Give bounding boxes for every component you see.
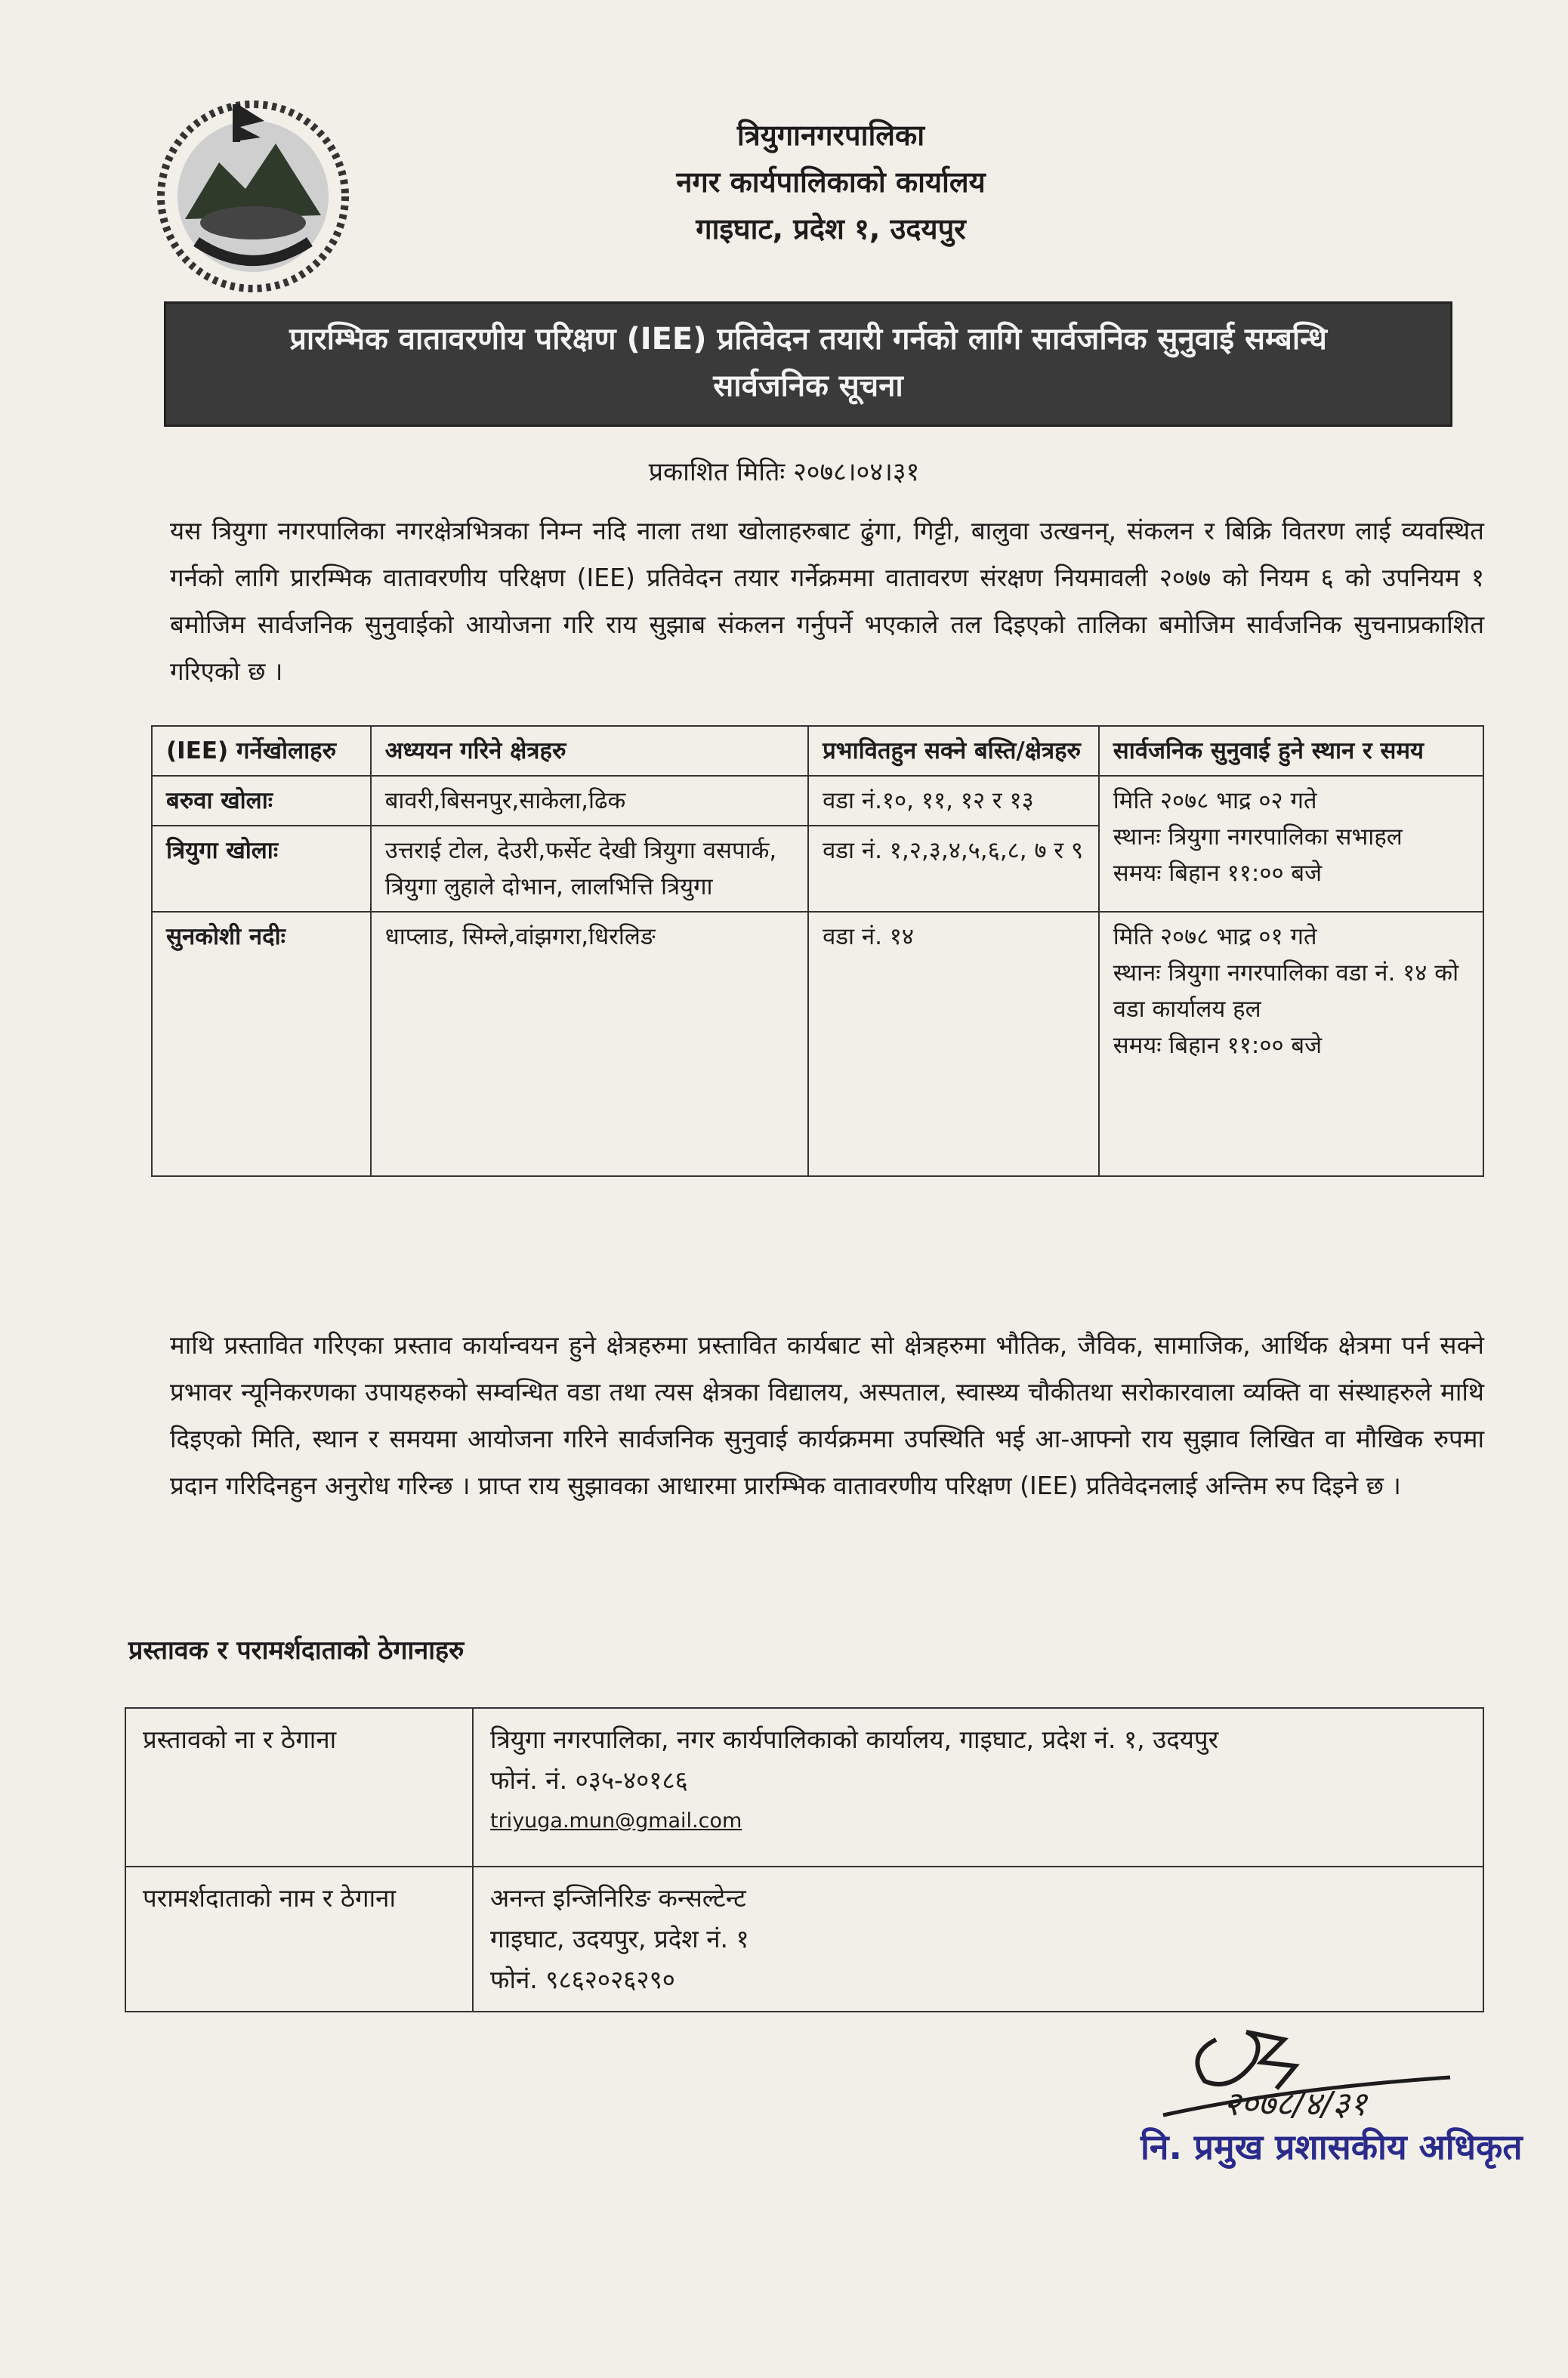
river-name: बरुवा खोलाः [152,776,371,826]
hearing-details-2 [1099,912,1483,1176]
proposer-details [473,1708,1483,1867]
notice-title: प्रारम्भिक वातावरणीय परिक्षण (IEE) प्रतिवेदन तयारी गर्नको लागि सार्वजनिक सुनुवाई सम्बन्धि [289,322,1327,357]
body-paragraph: माथि प्रस्तावित गरिएका प्रस्ताव कार्यान्वयन हुने क्षेत्रहरुमा प्रस्तावित कार्यबाट सो क्षेत्रहरुमा भौतिक, जैविक, सामाजिक, आर्थिक क्षेत्रमा पर्न सक्ने प्रभावर न्यूनिकरणका उपायहरुको सम्वन्धित वडा तथा त्यस क्षेत्रका विद्यालय, अस्पताल, स्वास्थ्य चौकीतथा सरोकारवाला व्यक्ति वा संस्थाहरुले माथि दिइएको मिति, स्थान र समयमा आयोजना गरिने सार्वजनिक सुनुवाई कार्यक्रममा उपस्थिति भई आ-आफ्नो राय सुझाव लिखित वा मौखिक रुपमा प्रदान गरिदिनहुन अनुरोध गरिन्छ । प्राप्त राय सुझावका आधारमा प्रारम्भिक वातावरणीय परिक्षण (IEE) प्रतिवेदनलाई अन्तिम रुप दिइने छ । [170,1330,1484,1500]
notice-subtitle: सार्वजनिक सूचना [713,369,903,403]
consultant-details [473,1867,1483,2012]
proposer-phone: फोनं. नं. ०३५-४०१८६ [490,1765,688,1795]
affected-wards: वडा नं.१०, ११, १२ र १३ [808,776,1099,826]
proposer-email-link[interactable]: triyuga.mun@gmail.com [490,1809,742,1833]
nepal-emblem-icon [144,91,363,295]
contacts-heading: प्रस्तावक र परामर्शदाताको ठेगानाहरु [128,1635,465,1666]
officer-title-stamp: नि. प्रमुख प्रशासकीय अधिकृत [1141,2126,1523,2167]
study-areas: उत्तराई टोल, देउरी,फर्सेट देखी त्रियुगा वसपार्क, त्रियुगा लुहाले दोभान, लालभित्ति त्रियुगा [371,826,808,912]
river-name: सुनकोशी नदीः [152,912,371,1176]
hearing-details-1 [1099,776,1483,912]
hearing-time: समयः बिहान ११:०० बजे [1113,860,1323,887]
table-header-cell: सार्वजनिक सुनुवाई हुने स्थान र समय [1099,726,1483,776]
office-address: गाइघाट, प्रदेश १, उदयपुर [696,212,966,246]
consultant-address: गाइघाट, उदयपुर, प्रदेश नं. १ [490,1924,749,1953]
hearing-date: मिति २०७८ भाद्र ०२ गते [1113,787,1317,814]
table-row [125,1708,1483,1867]
signature-date: २०७८/४/३१ [1224,2085,1367,2123]
affected-wards: वडा नं. १४ [808,912,1099,1176]
contacts-table [125,1707,1484,2012]
hearing-time: समयः बिहान ११:०० बजे [1113,1032,1323,1059]
intro-paragraph: यस त्रियुगा नगरपालिका नगरक्षेत्रभित्रका निम्न नदि नाला तथा खोलाहरुबाट ढुंगा, गिट्टी, बालुवा उत्खनन्, संकलन र बिक्रि वितरण लाई व्यवस्थित गर्नको लागि प्रारम्भिक वातावरणीय परिक्षण (IEE) प्रतिवेदन तयार गर्नेक्रममा वातावरण संरक्षण नियमावली २०७७ को नियम ६ को उपनियम १ बमोजिम सार्वजनिक सुनुवाईको आयोजना गरि राय सुझाब संकलन गर्नुपर्ने भएकाले तल दिइएको तालिका बमोजिम सार्वजनिक सुचनाप्रकाशित गरिएको छ । [170,516,1484,686]
proposer-address: त्रियुगा नगरपालिका, नगर कार्यपालिकाको कार्यालय, गाइघाट, प्रदेश नं. १, उदयपुर [490,1725,1219,1754]
proposer-label: प्रस्तावको ना र ठेगाना [125,1708,473,1867]
office-name: नगर कार्यपालिकाको कार्यालय [676,165,986,199]
consultant-phone: फोनं. ९८६२०२६२९० [490,1965,675,1994]
table-row [152,912,1483,1176]
hearing-schedule-table [151,725,1484,1177]
consultant-label: परामर्शदाताको नाम र ठेगाना [125,1867,473,2012]
office-header [491,112,1171,252]
table-header-cell: (IEE) गर्नेखोलाहरु [152,726,371,776]
affected-wards: वडा नं. १,२,३,४,५,६,८, ७ र ९ [808,826,1099,912]
river-name: त्रियुगा खोलाः [152,826,371,912]
table-row [125,1867,1483,2012]
table-header-row [152,726,1483,776]
hearing-place: स्थानः त्रियुगा नगरपालिका वडा नं. १४ को वडा कार्यालय हल [1113,959,1459,1023]
consultant-name: अनन्त इन्जिनिरिङ कन्सल्टेन्ट [490,1883,746,1913]
notice-title-banner [166,304,1450,425]
hearing-place: स्थानः त्रियुगा नगरपालिका सभाहल [1113,823,1403,851]
municipality-name: त्रियुगानगरपालिका [736,119,925,152]
table-row [152,776,1483,826]
study-areas: बावरी,बिसनपुर,साकेला,ढिक [371,776,808,826]
table-header-cell: अध्ययन गरिने क्षेत्रहरु [371,726,808,776]
study-areas: धाप्लाड, सिम्ले,वांझगरा,धिरलिङ [371,912,808,1176]
table-header-cell: प्रभावितहुन सक्ने बस्ति/क्षेत्रहरु [808,726,1099,776]
hearing-date: मिति २०७८ भाद्र ०१ गते [1113,923,1317,950]
publish-date: प्रकाशित मितिः २०७८।०४।३१ [648,457,920,487]
